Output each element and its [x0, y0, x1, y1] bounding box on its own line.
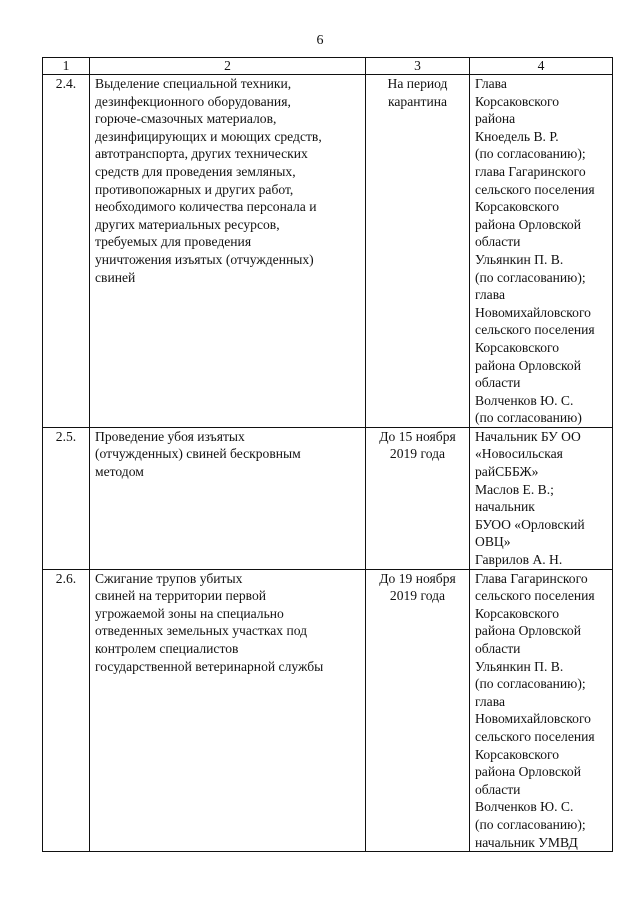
- page-number: 6: [316, 33, 324, 48]
- period-cell: До 15 ноября 2019 года: [366, 427, 470, 569]
- column-header-3: 3: [366, 58, 470, 75]
- row-number-cell: 2.4.: [43, 75, 90, 428]
- table-header-row: [43, 58, 613, 75]
- period-cell: На период карантина: [366, 75, 470, 428]
- responsible-cell: Глава Корсаковского района Кноедель В. Р. (по согласованию); глава Гагаринского сельского поселения Корсаковского района Орловской области Ульянкин П. В. (по согласованию); глава Новомихайловского сельского поселения Корсаковского района Орловской области Волченков Ю. С. (по согласованию): [470, 75, 613, 428]
- measures-table: [42, 57, 613, 852]
- column-header-4: 4: [470, 58, 613, 75]
- row-number-cell: 2.6.: [43, 569, 90, 852]
- table-row: [43, 427, 613, 569]
- column-header-2: 2: [90, 58, 366, 75]
- action-cell: Проведение убоя изъятых (отчужденных) свиней бескровным методом: [90, 427, 366, 569]
- action-cell: Сжигание трупов убитых свиней на территории первой угрожаемой зоны на специально отведенных земельных участках под контролем специалистов государственной ветеринарной службы: [90, 569, 366, 852]
- action-cell: Выделение специальной техники, дезинфекционного оборудования, горюче-смазочных материалов, дезинфицирующих и моющих средств, автотранспорта, других технических средств для проведения земляных, противопожарных и других работ, необходимого количества персонала и других материальных ресурсов, требуемых для проведения уничтожения изъятых (отчужденных) свиней: [90, 75, 366, 428]
- column-header-1: 1: [43, 58, 90, 75]
- table-row: [43, 75, 613, 428]
- responsible-cell: Глава Гагаринского сельского поселения Корсаковского района Орловской области Ульянкин П. В. (по согласованию); глава Новомихайловского сельского поселения Корсаковского района Орловской области Волченков Ю. С. (по согласованию); начальник УМВД: [470, 569, 613, 852]
- responsible-cell: Начальник БУ ОО «Новосильская райСББЖ» Маслов Е. В.; начальник БУОО «Орловский ОВЦ» Гаврилов А. Н.: [470, 427, 613, 569]
- table-row: [43, 569, 613, 852]
- row-number-cell: 2.5.: [43, 427, 90, 569]
- period-cell: До 19 ноября 2019 года: [366, 569, 470, 852]
